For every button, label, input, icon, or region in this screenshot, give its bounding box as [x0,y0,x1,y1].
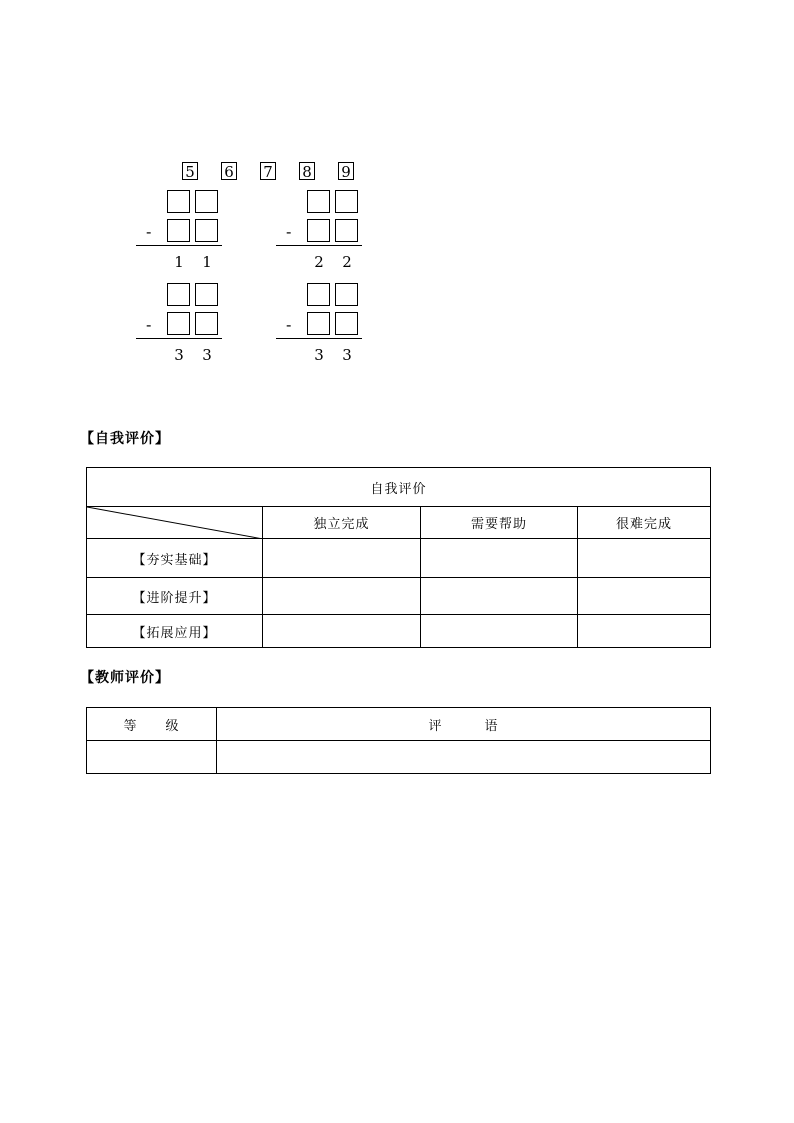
answer-box[interactable] [307,190,330,213]
result-digit: 3 [174,346,184,364]
result-digit: 3 [342,346,352,364]
result-digit: 3 [202,346,212,364]
answer-box[interactable] [307,283,330,306]
subtraction-problem-3 [136,283,222,363]
eval-cell[interactable] [263,539,421,578]
sum-line [136,338,222,339]
answer-box[interactable] [167,312,190,335]
eval-cell[interactable] [578,578,711,615]
eval-cell[interactable] [263,615,421,648]
result-digit: 1 [174,253,184,271]
answer-box[interactable] [195,283,218,306]
sum-line [276,245,362,246]
minus-sign: - [146,315,152,334]
answer-box[interactable] [307,312,330,335]
diagonal-header-cell [87,507,263,539]
answer-box[interactable] [335,190,358,213]
column-header: 独立完成 [263,507,421,539]
row-label: 【拓展应用】 [87,615,263,648]
diagonal-line [87,507,263,539]
grade-cell[interactable] [87,741,217,774]
eval-cell[interactable] [421,615,578,648]
number-card[interactable]: 6 [221,162,237,180]
row-label: 【进阶提升】 [87,578,263,615]
answer-box[interactable] [335,219,358,242]
teacher-eval-table [86,707,711,774]
eval-cell[interactable] [421,578,578,615]
comment-cell[interactable] [217,741,711,774]
self-eval-table-title: 自我评价 [87,468,711,507]
answer-box[interactable] [195,190,218,213]
self-eval-heading: 【自我评价】 [80,431,170,447]
eval-cell[interactable] [578,539,711,578]
sum-line [136,245,222,246]
column-header: 很难完成 [578,507,711,539]
minus-sign: - [146,222,152,241]
minus-sign: - [286,315,292,334]
column-header: 需要帮助 [421,507,578,539]
minus-sign: - [286,222,292,241]
answer-box[interactable] [195,312,218,335]
result-digit: 2 [314,253,324,271]
number-card[interactable]: 8 [299,162,315,180]
self-eval-table [86,467,711,648]
subtraction-problem-1 [136,190,222,270]
subtraction-problem-4 [276,283,362,363]
subtraction-problem-2 [276,190,362,270]
result-digit: 1 [202,253,212,271]
answer-box[interactable] [167,190,190,213]
teacher-eval-heading: 【教师评价】 [80,670,170,686]
answer-box[interactable] [195,219,218,242]
answer-box[interactable] [335,283,358,306]
result-digit: 2 [342,253,352,271]
result-digit: 3 [314,346,324,364]
sum-line [276,338,362,339]
eval-cell[interactable] [421,539,578,578]
number-card[interactable]: 5 [182,162,198,180]
answer-box[interactable] [167,283,190,306]
answer-box[interactable] [335,312,358,335]
row-label: 【夯实基础】 [87,539,263,578]
eval-cell[interactable] [578,615,711,648]
answer-box[interactable] [307,219,330,242]
number-card[interactable]: 9 [338,162,354,180]
answer-box[interactable] [167,219,190,242]
comment-header: 评 语 [217,708,711,741]
number-card[interactable]: 7 [260,162,276,180]
eval-cell[interactable] [263,578,421,615]
grade-header: 等 级 [87,708,217,741]
